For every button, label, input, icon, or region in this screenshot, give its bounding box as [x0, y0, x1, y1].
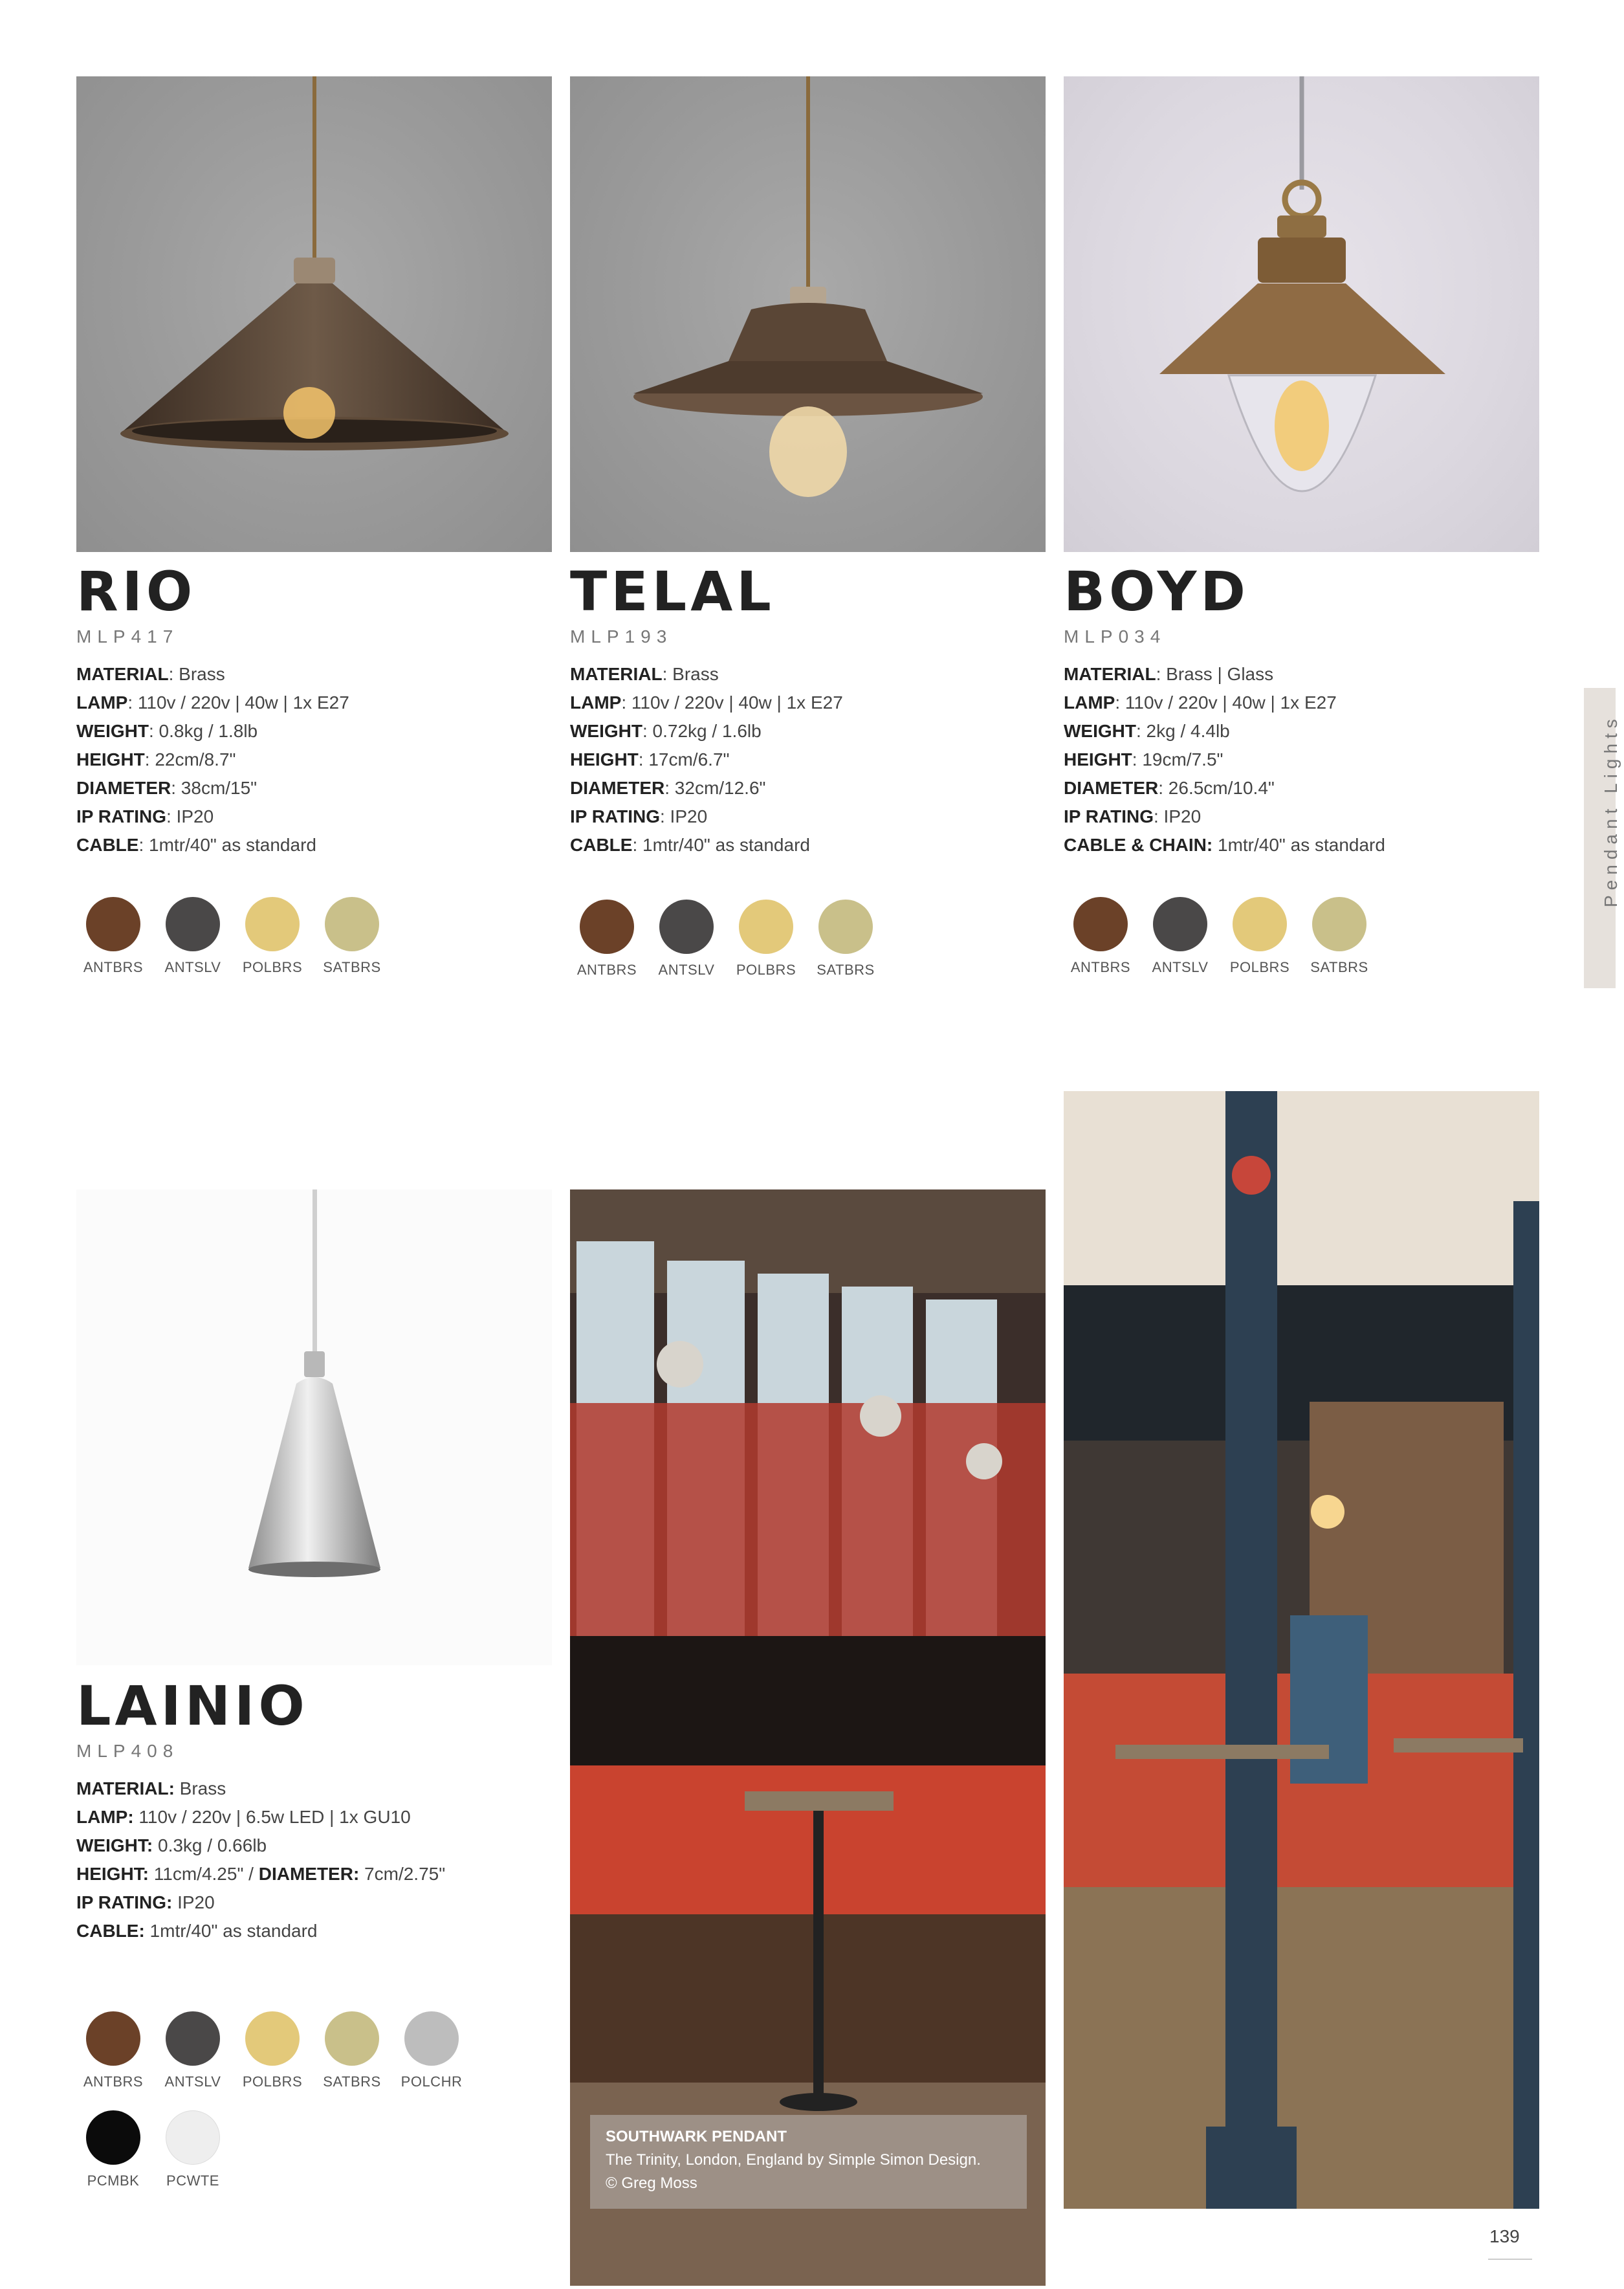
lainio-photo	[76, 1189, 552, 1665]
spec-row: HEIGHT: 19cm/7.5"	[1064, 749, 1223, 769]
spec-row: IP RATING: IP20	[1064, 806, 1202, 826]
swatch-dot	[166, 2110, 220, 2165]
finish-swatch-polbrs[interactable]: POLBRS	[234, 897, 311, 976]
telal-specs	[570, 660, 843, 859]
spec-row: HEIGHT: 22cm/8.7"	[76, 749, 236, 769]
spec-row: WEIGHT: 0.3kg / 0.66lb	[76, 1835, 267, 1855]
swatch-dot	[1153, 897, 1207, 951]
swatch-dot	[245, 897, 300, 951]
spec-row: LAMP: 110v / 220v | 40w | 1x E27	[570, 692, 843, 713]
finish-swatch-antslv[interactable]: ANTSLV	[648, 900, 725, 979]
rio-specs	[76, 660, 349, 859]
photo-caption	[590, 2115, 1027, 2209]
finish-swatch-satbrs[interactable]: SATBRS	[1300, 897, 1378, 976]
finish-swatch-satbrs[interactable]: SATBRS	[313, 897, 391, 976]
finish-swatch-satbrs[interactable]: SATBRS	[313, 2011, 391, 2090]
swatch-dot	[325, 2011, 379, 2066]
bar-interior-image	[1064, 1091, 1539, 2209]
spec-row: WEIGHT: 2kg / 4.4lb	[1064, 721, 1230, 741]
finish-swatch-antbrs[interactable]: ANTBRS	[74, 2011, 152, 2090]
swatch-dot	[818, 900, 873, 954]
finish-swatch-antslv[interactable]: ANTSLV	[154, 2011, 232, 2090]
spec-row: MATERIAL: Brass	[76, 664, 225, 684]
spec-row: IP RATING: IP20	[570, 806, 708, 826]
finish-swatch-antslv[interactable]: ANTSLV	[1141, 897, 1219, 976]
rio-photo	[76, 76, 552, 552]
spec-row: DIAMETER: 38cm/15"	[76, 778, 258, 798]
caption-line: The Trinity, London, England by Simple Simon Design.	[606, 2151, 981, 2169]
caption-title: SOUTHWARK PENDANT	[606, 2128, 787, 2145]
spec-row: CABLE: 1mtr/40" as standard	[570, 835, 810, 855]
rio-code: MLP417	[76, 626, 179, 647]
finish-swatch-antbrs[interactable]: ANTBRS	[74, 897, 152, 976]
swatch-dot	[1233, 897, 1287, 951]
lainio-code: MLP408	[76, 1741, 179, 1761]
spec-row: DIAMETER: 26.5cm/10.4"	[1064, 778, 1275, 798]
spec-row: HEIGHT: 17cm/6.7"	[570, 749, 730, 769]
finish-swatch-satbrs[interactable]: SATBRS	[807, 900, 884, 979]
swatch-dot	[1073, 897, 1128, 951]
lainio-specs	[76, 1775, 445, 1945]
swatch-dot	[404, 2011, 459, 2066]
finish-swatch-antslv[interactable]: ANTSLV	[154, 897, 232, 976]
spec-row: MATERIAL: Brass	[570, 664, 719, 684]
spec-row: WEIGHT: 0.8kg / 1.8lb	[76, 721, 258, 741]
boyd-pendant-image	[1064, 76, 1539, 552]
finish-swatch-polchr[interactable]: POLCHR	[393, 2011, 470, 2090]
spec-row: LAMP: 110v / 220v | 40w | 1x E27	[76, 692, 349, 713]
rio-pendant-image	[76, 76, 552, 552]
bar-photo	[1064, 1091, 1539, 2209]
swatch-dot	[86, 897, 140, 951]
swatch-dot	[86, 2110, 140, 2165]
swatch-dot	[166, 2011, 220, 2066]
spec-row: LAMP: 110v / 220v | 6.5w LED | 1x GU10	[76, 1807, 411, 1827]
spec-row: IP RATING: IP20	[76, 806, 214, 826]
lainio-pendant-image	[76, 1189, 552, 1665]
boyd-title: BOYD	[1064, 560, 1249, 623]
swatch-dot	[86, 2011, 140, 2066]
finish-swatch-antbrs[interactable]: ANTBRS	[568, 900, 646, 979]
spec-row: IP RATING: IP20	[76, 1892, 215, 1912]
finish-swatch-antbrs[interactable]: ANTBRS	[1062, 897, 1139, 976]
lainio-title: LAINIO	[76, 1674, 309, 1738]
spec-row: WEIGHT: 0.72kg / 1.6lb	[570, 721, 762, 741]
finish-swatch-polbrs[interactable]: POLBRS	[1221, 897, 1299, 976]
page-number: 139	[1489, 2226, 1520, 2246]
spec-row: HEIGHT: 11cm/4.25" / DIAMETER: 7cm/2.75"	[76, 1864, 446, 1884]
telal-pendant-image	[570, 76, 1046, 552]
boyd-specs	[1064, 660, 1385, 859]
spec-row: MATERIAL: Brass | Glass	[1064, 664, 1274, 684]
spec-row: CABLE & CHAIN: 1mtr/40" as standard	[1064, 835, 1385, 855]
telal-code: MLP193	[570, 626, 673, 647]
caption-credit: © Greg Moss	[606, 2174, 697, 2192]
swatch-dot	[166, 897, 220, 951]
spec-row: DIAMETER: 32cm/12.6"	[570, 778, 766, 798]
swatch-dot	[739, 900, 793, 954]
finish-swatch-polbrs[interactable]: POLBRS	[727, 900, 805, 979]
boyd-code: MLP034	[1064, 626, 1167, 647]
swatch-dot	[580, 900, 634, 954]
spec-row: MATERIAL: Brass	[76, 1778, 226, 1798]
spec-row: CABLE: 1mtr/40" as standard	[76, 1921, 318, 1941]
page-number-rule	[1488, 2259, 1532, 2260]
section-tab-label: Pendant Lights	[1601, 714, 1621, 907]
telal-title: TELAL	[570, 560, 775, 623]
spec-row: LAMP: 110v / 220v | 40w | 1x E27	[1064, 692, 1337, 713]
finish-swatch-polbrs[interactable]: POLBRS	[234, 2011, 311, 2090]
swatch-dot	[659, 900, 714, 954]
telal-photo	[570, 76, 1046, 552]
swatch-dot	[1312, 897, 1366, 951]
spec-row: CABLE: 1mtr/40" as standard	[76, 835, 316, 855]
boyd-photo	[1064, 76, 1539, 552]
finish-swatch-pcmbk[interactable]: PCMBK	[74, 2110, 152, 2189]
swatch-dot	[325, 897, 379, 951]
finish-swatch-pcwte[interactable]: PCWTE	[154, 2110, 232, 2189]
swatch-dot	[245, 2011, 300, 2066]
rio-title: RIO	[76, 560, 197, 623]
